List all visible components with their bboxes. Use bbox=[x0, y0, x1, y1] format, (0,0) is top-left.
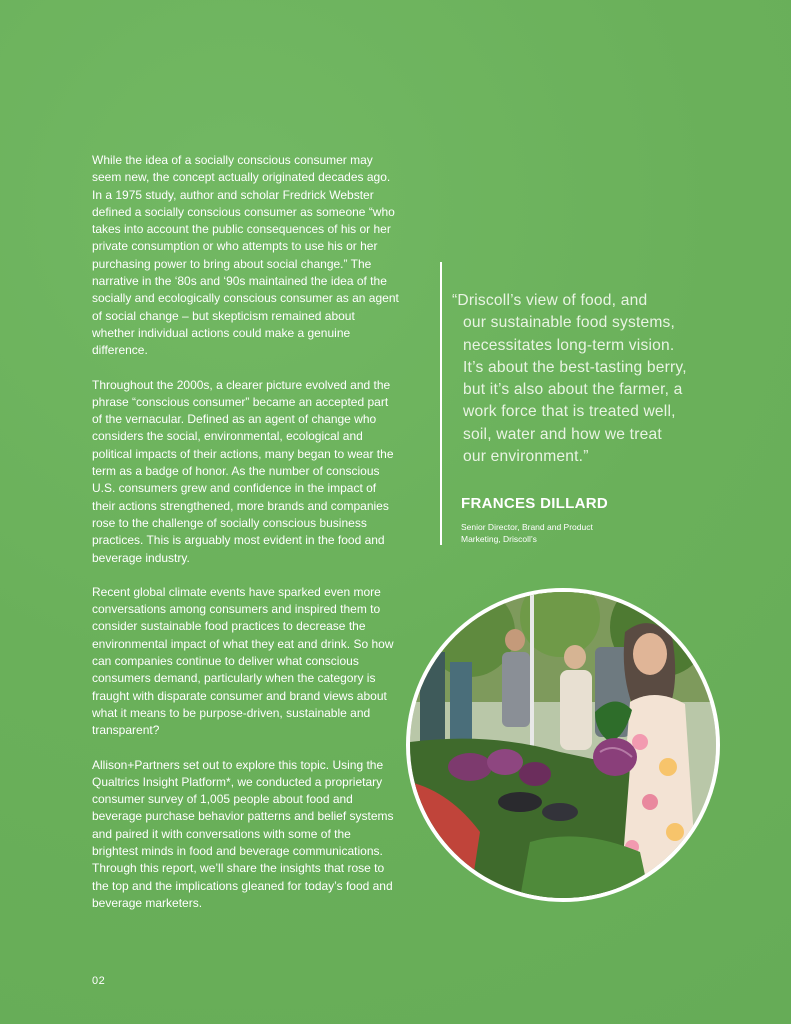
pullquote-line: It’s about the best-tasting berry, bbox=[463, 358, 687, 376]
farmers-market-photo bbox=[406, 588, 720, 902]
pullquote-line: work force that is treated well, bbox=[463, 403, 676, 421]
pullquote-line: necessitates long-term vision. bbox=[463, 336, 675, 354]
pullquote-line: but it’s also about the farmer, a bbox=[463, 381, 683, 399]
pullquote-line: soil, water and how we treat bbox=[463, 425, 662, 443]
body-paragraph-4: Allison+Partners set out to explore this topic. Using the Qualtrics Insight Platform*, we conducted a proprietary consumer survey of 1,005 people about food and beverage purchase behavior patterns and belief systems and paired it with conversations with some of the brightest minds in food and beverage communications. Through this report, we’ll share the insights that rose to the top and the implications gleaned for today’s food and beverage marketers. bbox=[92, 757, 394, 910]
page-number: 02 bbox=[92, 975, 106, 987]
pullquote-divider bbox=[440, 262, 442, 545]
quote-author: FRANCES DILLARD bbox=[461, 495, 608, 512]
body-paragraph-2: Throughout the 2000s, a clearer picture evolved and the phrase “conscious consumer” became an accepted part of the vernacular. Defined as an agent of change who considers the social, environmental, ecological and political impacts of their actions, many began to wear the term as a badge of honor. As the number of conscious U.S. consumers grew and confidence in the impact of their actions strengthened, more brands and companies rose to the challenge of socially conscious business practices. This is arguably most evident in the food and beverage industry. bbox=[92, 377, 394, 565]
pullquote-line: “Driscoll’s view of food, and bbox=[452, 292, 648, 309]
pullquote-line: our sustainable food systems, bbox=[463, 314, 676, 332]
body-text-column bbox=[92, 152, 400, 929]
body-paragraph-3: Recent global climate events have sparked even more conversations among consumers and inspired them to consider sustainable food practices to decrease the environmental impact of what they eat and drink. So how can companies continue to deliver what conscious consumers demand, particularly when the category is fraught with disparate consumer and brand views about what it means to be purpose-driven, sustainable and transparent? bbox=[92, 584, 394, 738]
quote-author-role: Senior Director, Brand and Product Marketing, Driscoll’s bbox=[461, 522, 593, 544]
pullquote-line: our environment.” bbox=[463, 448, 589, 466]
pullquote bbox=[452, 290, 722, 468]
body-paragraph-1: While the idea of a socially conscious consumer may seem new, the concept actually originated decades ago. In a 1975 study, author and scholar Fredrick Webster defined a socially conscious consumer as someone “who takes into account the public consequences of his or her private consumption or who attempts to use his or her purchasing power to bring about social change.” The narrative in the ‘80s and ‘90s maintained the idea of the socially and ecologically conscious consumer as an agent of social change – but skepticism remained about whether individual actions could make a genuine difference. bbox=[92, 153, 399, 358]
